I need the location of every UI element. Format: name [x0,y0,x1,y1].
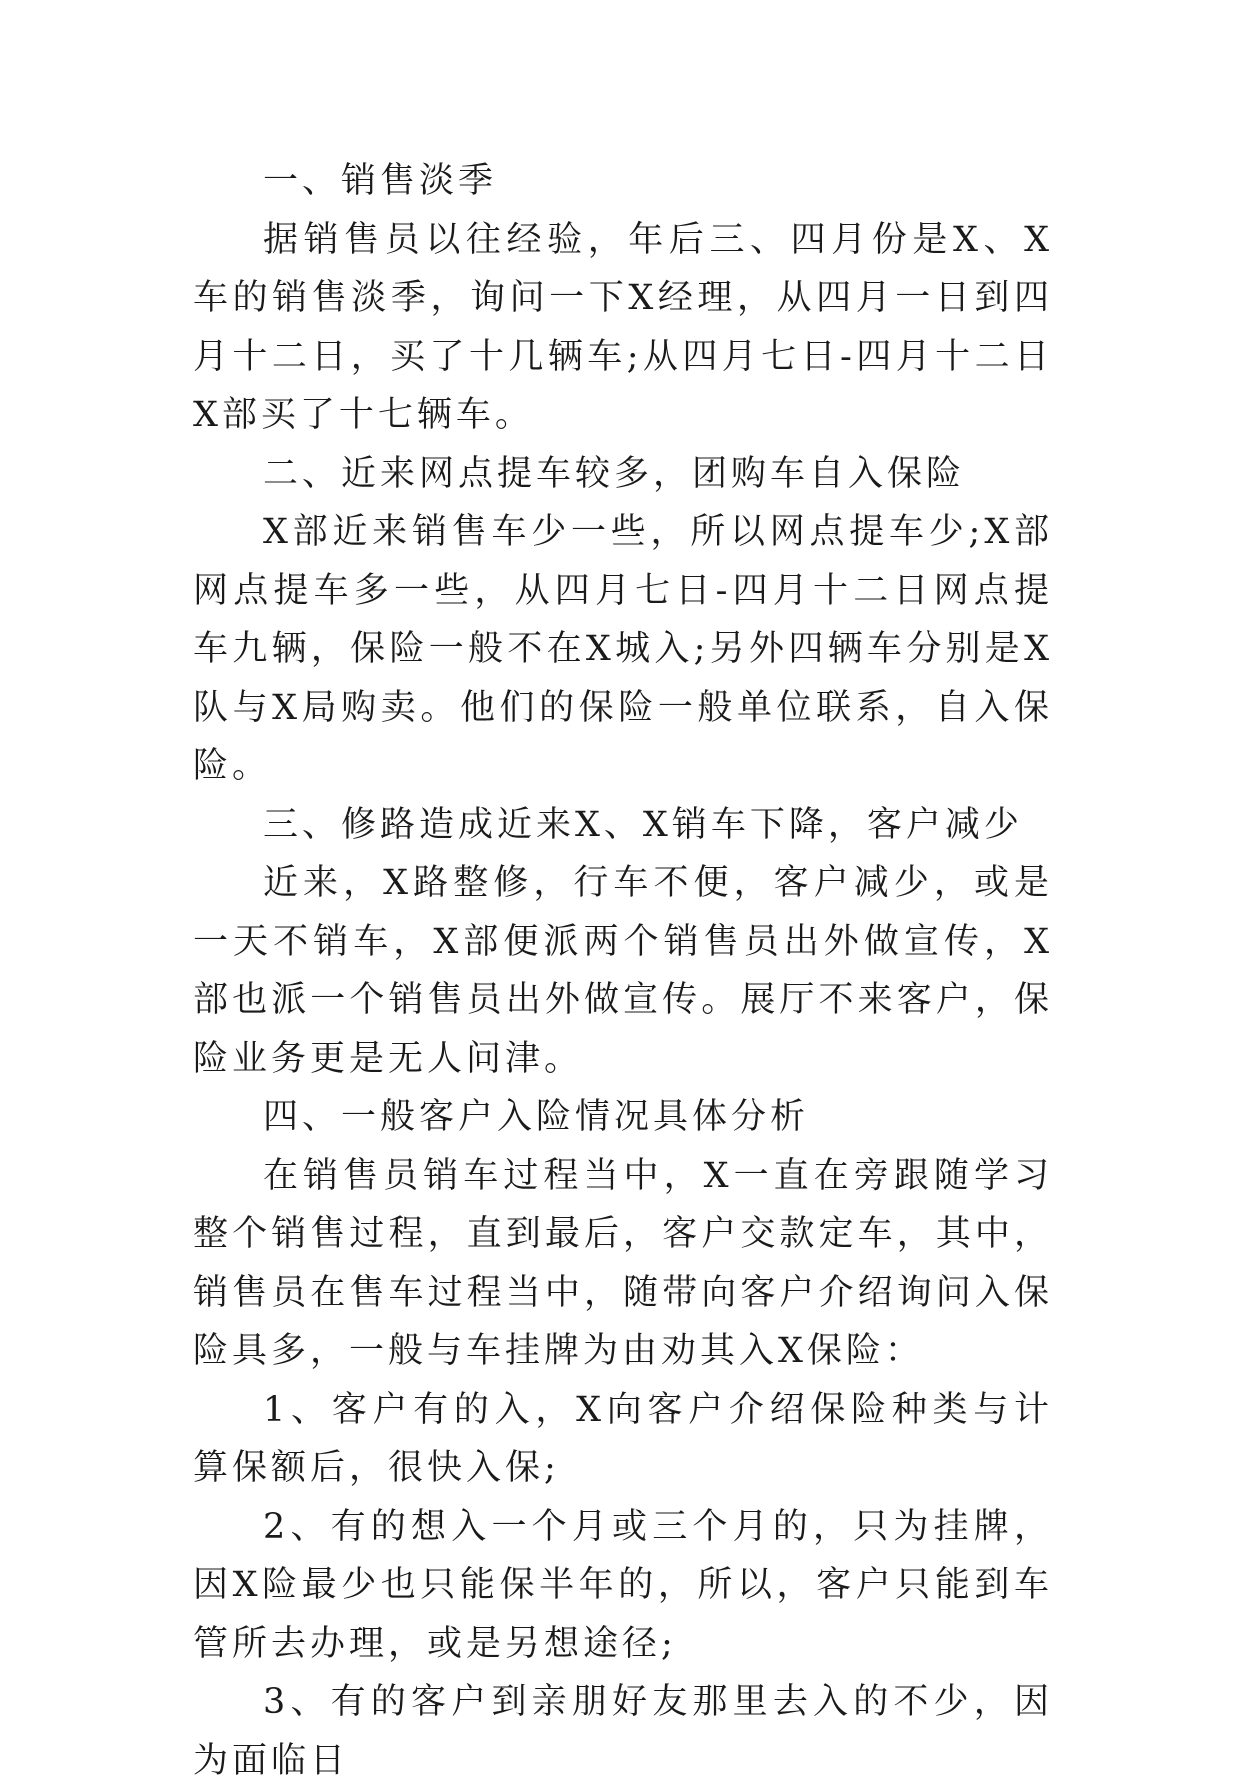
body-paragraph: 近来，X路整修，行车不便，客户减少，或是一天不销车，X部便派两个销售员出外做宣传，X部也派一个销售员出外做宣传。展厅不来客户，保险业务更是无人问津。 [193,863,1053,1079]
body-paragraph: 在销售员销车过程当中，X一直在旁跟随学习整个销售过程，直到最后，客户交款定车，其中，销售员在售车过程当中，随带向客户介绍询问入保险具多，一般与车挂牌为由劝其入X保险： [193,1155,1053,1371]
body-paragraph: X部近来销售车少一些，所以网点提车少;X部网点提车多一些，从四月七日-四月十二日网点提车九辆，保险一般不在X城入;另外四辆车分别是X队与X局购卖。他们的保险一般单位联系，自入保险。 [193,512,1053,786]
list-item: 1、客户有的入，X向客户介绍保险种类与计算保额后，很快入保; [193,1389,1053,1488]
document-body [193,152,1053,1790]
section-heading-3: 三、修路造成近来X、X销车下降，客户减少 [263,804,1023,845]
section-heading-2: 二、近来网点提车较多，团购车自入保险 [263,453,966,494]
section-heading-1: 一、销售淡季 [263,161,498,201]
list-item: 3、有的客户到亲朋好友那里去入的不少，因为面临日 [193,1682,1053,1781]
body-paragraph: 据销售员以往经验，年后三、四月份是X、X车的销售淡季，询问一下X经理，从四月一日到四月十二日，买了十几辆车;从四月七日-四月十二日X部买了十七辆车。 [193,219,1053,435]
list-item: 2、有的想入一个月或三个月的，只为挂牌，因X险最少也只能保半年的，所以，客户只能到车管所去办理，或是另想途径; [193,1506,1053,1664]
section-heading-4: 四、一般客户入险情况具体分析 [263,1097,810,1137]
